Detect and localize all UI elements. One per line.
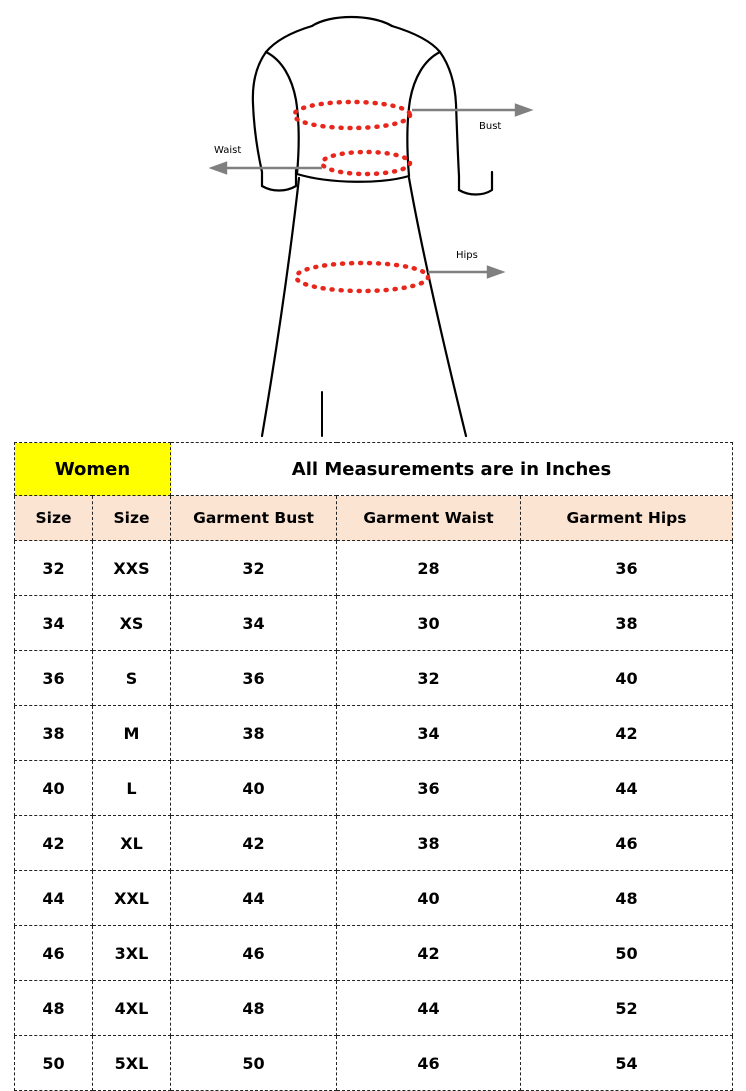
dress-figure-svg [0, 0, 746, 440]
cell-size-numeric: 46 [15, 926, 93, 981]
cell-hips: 50 [521, 926, 733, 981]
cell-size-numeric: 48 [15, 981, 93, 1036]
cell-hips: 52 [521, 981, 733, 1036]
cell-size-numeric: 40 [15, 761, 93, 816]
cell-size-alpha: XS [93, 596, 171, 651]
cell-size-numeric: 50 [15, 1036, 93, 1091]
cell-hips: 40 [521, 651, 733, 706]
cell-waist: 28 [337, 541, 521, 596]
cell-size-alpha: M [93, 706, 171, 761]
measurement-illustration [0, 0, 746, 440]
cell-bust: 36 [171, 651, 337, 706]
cell-hips: 54 [521, 1036, 733, 1091]
cell-size-alpha: 4XL [93, 981, 171, 1036]
table-row [15, 596, 733, 651]
bust-label: Bust [479, 121, 502, 132]
table-row [15, 651, 733, 706]
table-row [15, 981, 733, 1036]
cell-size-numeric: 36 [15, 651, 93, 706]
table-row [15, 816, 733, 871]
cell-size-alpha: 3XL [93, 926, 171, 981]
hips-measure-band [296, 263, 428, 291]
cell-size-alpha: XXS [93, 541, 171, 596]
waist-label: Waist [214, 145, 242, 156]
title-measurements-note: All Measurements are in Inches [171, 443, 733, 496]
cell-waist: 36 [337, 761, 521, 816]
table-row [15, 871, 733, 926]
cell-size-numeric: 42 [15, 816, 93, 871]
title-women: Women [15, 443, 171, 496]
cell-bust: 40 [171, 761, 337, 816]
cell-size-alpha: L [93, 761, 171, 816]
neckline-path [312, 17, 392, 26]
size-chart-table [14, 442, 733, 1091]
cell-waist: 46 [337, 1036, 521, 1091]
cell-bust: 48 [171, 981, 337, 1036]
cell-hips: 46 [521, 816, 733, 871]
cell-waist: 42 [337, 926, 521, 981]
cell-size-numeric: 34 [15, 596, 93, 651]
table-header-row [15, 496, 733, 541]
cell-bust: 42 [171, 816, 337, 871]
table-row [15, 1036, 733, 1091]
cell-bust: 44 [171, 871, 337, 926]
cell-size-numeric: 38 [15, 706, 93, 761]
cell-size-alpha: 5XL [93, 1036, 171, 1091]
cell-hips: 44 [521, 761, 733, 816]
cell-bust: 34 [171, 596, 337, 651]
cell-size-alpha: XXL [93, 871, 171, 926]
cell-waist: 30 [337, 596, 521, 651]
table-row [15, 761, 733, 816]
cell-size-alpha: S [93, 651, 171, 706]
waist-measure-band [322, 152, 410, 174]
cell-hips: 36 [521, 541, 733, 596]
cell-size-numeric: 32 [15, 541, 93, 596]
cell-hips: 38 [521, 596, 733, 651]
cell-bust: 38 [171, 706, 337, 761]
cell-hips: 48 [521, 871, 733, 926]
table-row [15, 706, 733, 761]
header-garment-hips: Garment Hips [521, 496, 733, 541]
header-garment-waist: Garment Waist [337, 496, 521, 541]
cell-bust: 50 [171, 1036, 337, 1091]
cell-waist: 40 [337, 871, 521, 926]
header-size-alpha: Size [93, 496, 171, 541]
cell-waist: 44 [337, 981, 521, 1036]
bust-measure-band [294, 102, 410, 128]
cell-hips: 42 [521, 706, 733, 761]
table-title-row [15, 443, 733, 496]
cell-waist: 34 [337, 706, 521, 761]
cell-bust: 46 [171, 926, 337, 981]
cell-waist: 38 [337, 816, 521, 871]
cell-waist: 32 [337, 651, 521, 706]
cell-bust: 32 [171, 541, 337, 596]
table-row [15, 541, 733, 596]
cell-size-alpha: XL [93, 816, 171, 871]
hips-label: Hips [456, 250, 478, 261]
table-row [15, 926, 733, 981]
header-garment-bust: Garment Bust [171, 496, 337, 541]
header-size-numeric: Size [15, 496, 93, 541]
cell-size-numeric: 44 [15, 871, 93, 926]
